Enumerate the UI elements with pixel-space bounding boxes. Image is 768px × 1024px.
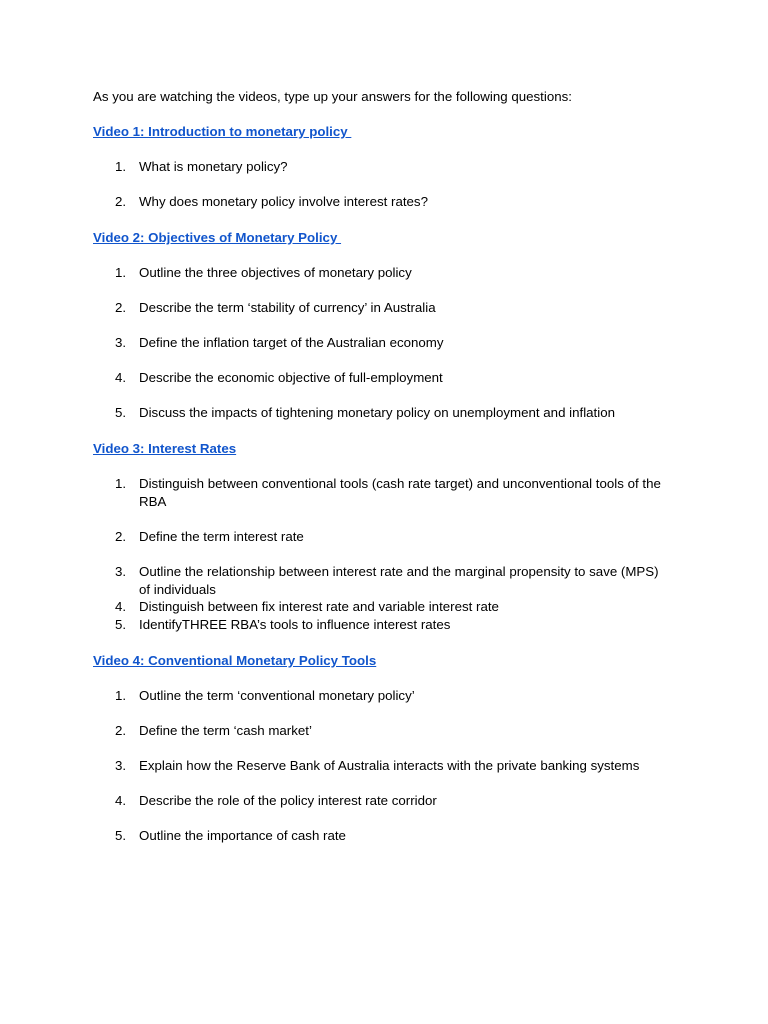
- item-number: 3.: [115, 335, 127, 350]
- item-number: 1.: [115, 476, 127, 491]
- question-text: Outline the term ‘conventional monetary policy’: [139, 688, 415, 703]
- item-number: 2.: [115, 300, 127, 315]
- question-text: Distinguish between fix interest rate and variable interest rate: [139, 599, 499, 614]
- question-text: IdentifyTHREE RBA’s tools to influence interest rates: [139, 617, 451, 632]
- video-4-heading-link[interactable]: Video 4: Conventional Monetary Policy Tools: [93, 653, 377, 668]
- question-text: Outline the importance of cash rate: [139, 828, 346, 843]
- question-text: Define the term interest rate: [139, 529, 304, 544]
- intro-text: As you are watching the videos, type up your answers for the following questions:: [93, 89, 572, 104]
- item-number: 4.: [115, 793, 127, 808]
- item-number: 2.: [115, 723, 127, 738]
- question-text: What is monetary policy?: [139, 159, 288, 174]
- item-number: 1.: [115, 688, 127, 703]
- question-text: Distinguish between conventional tools (cash rate target) and unconventional tools of the RBA: [139, 476, 661, 509]
- item-number: 3.: [115, 758, 127, 773]
- question-text: Outline the relationship between interest rate and the marginal propensity to save (MPS) of individuals: [139, 564, 659, 597]
- question-text: Outline the three objectives of monetary policy: [139, 265, 412, 280]
- question-text: Describe the role of the policy interest rate corridor: [139, 793, 437, 808]
- item-number: 2.: [115, 529, 127, 544]
- item-number: 5.: [115, 828, 127, 843]
- question-text: Why does monetary policy involve interest rates?: [139, 194, 428, 209]
- question-text: Explain how the Reserve Bank of Australia interacts with the private banking systems: [139, 758, 640, 773]
- question-text: Define the term ‘cash market’: [139, 723, 312, 738]
- item-number: 4.: [115, 370, 127, 385]
- question-text: Discuss the impacts of tightening monetary policy on unemployment and inflation: [139, 405, 615, 420]
- video-2-heading-link[interactable]: Video 2: Objectives of Monetary Policy: [93, 230, 342, 245]
- question-text: Describe the term ‘stability of currency’ in Australia: [139, 300, 436, 315]
- item-number: 2.: [115, 194, 127, 209]
- video-1-heading-link[interactable]: Video 1: Introduction to monetary policy: [93, 124, 352, 139]
- item-number: 5.: [115, 405, 127, 420]
- question-text: Describe the economic objective of full-employment: [139, 370, 443, 385]
- video-3-heading-link[interactable]: Video 3: Interest Rates: [93, 441, 237, 456]
- item-number: 3.: [115, 564, 127, 579]
- item-number: 4.: [115, 599, 127, 614]
- question-text: Define the inflation target of the Australian economy: [139, 335, 444, 350]
- item-number: 5.: [115, 617, 127, 632]
- item-number: 1.: [115, 159, 127, 174]
- item-number: 1.: [115, 265, 127, 280]
